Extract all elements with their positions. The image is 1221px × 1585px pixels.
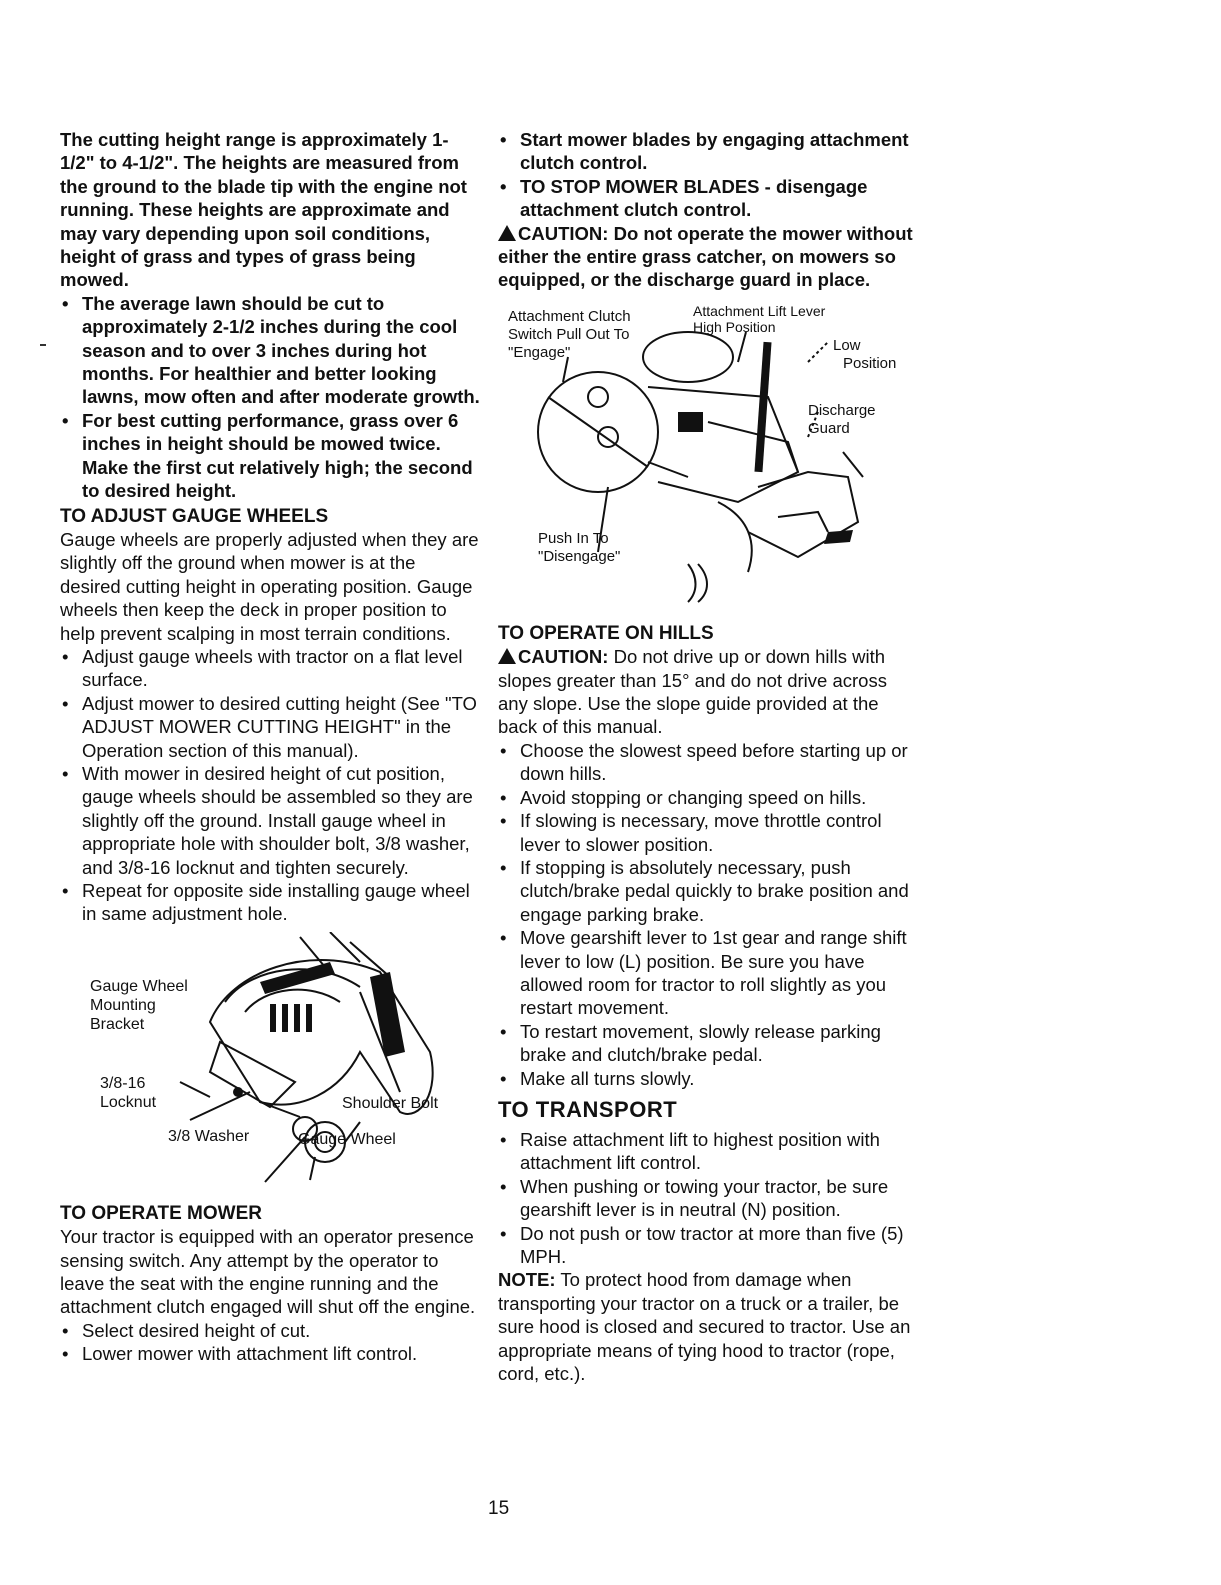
caution-icon [498, 225, 516, 241]
right-column [498, 128, 918, 1385]
caution-grass-catcher [498, 222, 918, 292]
list-item: • The average lawn should be cut to approximately 2-1/2 inches during the cool season and to over 3 inches during hot months. For healthier and better looking lawns, mow often and after moderate growth. [60, 292, 480, 409]
high-position-label: High Position [693, 318, 776, 335]
note-text: To protect hood from damage when transporting your tractor on a truck or a trailer, be sure hood is closed and secured to tractor. Use an appropriate means of tying hood to tractor (rope, cord, etc.). [498, 1269, 911, 1385]
operate-on-hills-heading: TO OPERATE ON HILLS [498, 622, 714, 644]
caution-label: CAUTION: [518, 222, 609, 244]
clutch-switch-label: Attachment Clutch Switch Pull Out To "Engage" [508, 307, 631, 361]
transport-heading: TO TRANSPORT [498, 1096, 678, 1122]
list-item: • Adjust mower to desired cutting height (See "TO ADJUST MOWER CUTTING HEIGHT" in the Operation section of this manual). [60, 692, 480, 762]
list-item: • Lower mower with attachment lift control. [60, 1342, 480, 1365]
intro-bullet-list [60, 292, 480, 503]
mower-blade-bullet-list [498, 128, 918, 222]
list-item: • Select desired height of cut. [60, 1319, 480, 1342]
push-in-label: Push In To "Disengage" [538, 529, 621, 565]
caution-text: Do not drive up or down hills with slopes greater than 15° and do not drive across any slope. Use the slope guide provided at the back of this manual. [498, 646, 887, 738]
list-item: • Choose the slowest speed before starting up or down hills. [498, 739, 918, 786]
gauge-wheel-illustration [60, 932, 480, 1200]
washer-label: 3/8 Washer [168, 1127, 250, 1145]
gauge-wheels-text: Gauge wheels are properly adjusted when they are slightly off the ground when mower is at the desired cutting height in operating position. Gauge wheels then keep the deck in proper position to help prevent scalping in most terrain conditions. [60, 528, 479, 644]
left-column [60, 128, 480, 1366]
caution-icon [498, 648, 516, 664]
caution-hills [498, 645, 918, 739]
transport-note [498, 1268, 918, 1385]
list-item: • Avoid stopping or changing speed on hills. [498, 786, 918, 809]
caution-label: CAUTION: [518, 646, 609, 668]
gauge-wheel-figure [60, 932, 480, 1200]
transport-bullet-list [498, 1128, 918, 1268]
page-number: 15 [488, 1498, 510, 1519]
lift-lever-label: Attachment Lift Lever [693, 302, 826, 319]
operate-mower-heading: TO OPERATE MOWER [60, 1202, 262, 1224]
list-item: • Raise attachment lift to highest position with attachment lift control. [498, 1128, 918, 1175]
list-item: • Do not push or tow tractor at more than five (5) MPH. [498, 1222, 918, 1269]
discharge-guard-label: Discharge Guard [808, 401, 876, 437]
list-item: • Repeat for opposite side installing gauge wheel in same adjustment hole. [60, 879, 480, 926]
gauge-bullet-list [60, 645, 480, 926]
hills-bullet-list [498, 739, 918, 1090]
operate-bullet-list [60, 1319, 480, 1366]
list-item: • When pushing or towing your tractor, be sure gearshift lever is in neutral (N) position. [498, 1175, 918, 1222]
gauge-wheel-label: Gauge Wheel [298, 1130, 396, 1148]
gauge-wheels-heading: TO ADJUST GAUGE WHEELS [60, 505, 329, 527]
operate-mower-text: Your tractor is equipped with an operator presence sensing switch. Any attempt by the operator to leave the seat with the engine running and the attachment clutch engaged will shut off the engine. [60, 1226, 476, 1318]
list-item: • For best cutting performance, grass over 6 inches in height should be mowed twice. Make the first cut relatively high; the second to desired height. [60, 409, 480, 503]
list-item: • TO STOP MOWER BLADES - disengage attachment clutch control. [498, 175, 918, 222]
margin-mark [40, 344, 46, 346]
list-item: • With mower in desired height of cut position, gauge wheels should be assembled so they are slightly off the ground. Install gauge wheel in appropriate hole with shoulder bolt, 3/8 washer, and 3/8-16 locknut and tighten securely. [60, 762, 480, 879]
list-item: • Start mower blades by engaging attachment clutch control. [498, 128, 918, 175]
caution-text: Do not operate the mower without either the entire grass catcher, on mowers so equipped, or the discharge guard in place. [498, 222, 913, 291]
shoulder-bolt-label: Shoulder Bolt [342, 1094, 439, 1112]
list-item: • If stopping is absolutely necessary, push clutch/brake pedal quickly to brake position and engage parking brake. [498, 856, 918, 926]
cutting-height-intro: The cutting height range is approximately 1-1/2" to 4-1/2". The heights are measured from the ground to the blade tip with the engine not running. These heights are approximate and may vary depending upon soil conditions, height of grass and types of grass being mowed. [60, 129, 467, 291]
low-position-label: Low Position [833, 336, 897, 372]
bracket-label: Gauge Wheel Mounting Bracket [90, 977, 188, 1033]
list-item: • Adjust gauge wheels with tractor on a flat level surface. [60, 645, 480, 692]
list-item: • If slowing is necessary, move throttle control lever to slower position. [498, 809, 918, 856]
list-item: • Move gearshift lever to 1st gear and range shift lever to low (L) position. Be sure you have allowed room for tractor to roll slightly as you restart movement. [498, 926, 918, 1020]
note-label: NOTE: [498, 1269, 556, 1291]
locknut-label: 3/8-16 Locknut [100, 1074, 157, 1111]
attachment-clutch-figure [498, 302, 918, 620]
list-item: • To restart movement, slowly release parking brake and clutch/brake pedal. [498, 1020, 918, 1067]
list-item: • Make all turns slowly. [498, 1067, 918, 1090]
